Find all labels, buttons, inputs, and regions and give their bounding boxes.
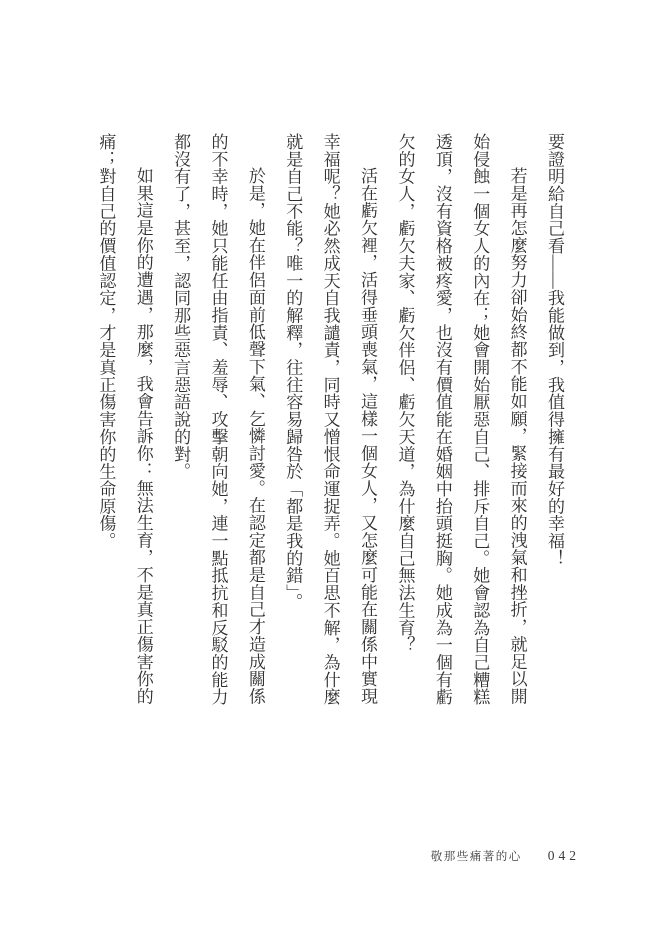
- body-paragraph: 活在虧欠裡，活得垂頭喪氣，這樣一個女人，又怎麼可能在關係中實現幸福呢？她必然成天自我譴責，同時又憎恨命運捉弄。她百思不解，為什麼就是自己不能？唯一的解釋，往往容易歸咎於「都是我的錯」。: [283, 133, 378, 706]
- body-paragraph: 於是，她在伴侶面前低聲下氣、乞憐討愛。在認定都是自己才造成關係的不幸時，她只能任由指責、羞辱、攻擊朝向她，連一點抵抗和反駁的能力都沒有了，甚至，認同那些惡言惡語說的對。: [171, 133, 265, 706]
- page-footer: [431, 848, 580, 864]
- page-number: 042: [547, 848, 580, 863]
- running-title: 敬那些痛著的心: [430, 851, 522, 863]
- body-paragraph: 如果這是你的遭遇，那麼，我會告訴你：無法生育，不是真正傷害你的痛；對自己的價值認定，才是真正傷害你的生命原傷。: [96, 133, 153, 705]
- body-text: [87, 133, 573, 711]
- body-paragraph: 要證明給自己看——我能做到，我值得擁有最好的幸福！: [545, 133, 564, 567]
- body-paragraph: 若是再怎麼努力卻始終都不能如願，緊接而來的洩氣和挫折，就足以開始侵蝕一個女人的內在；她會開始厭惡自己、排斥自己。她會認為自己糟糕透頂，沒有資格被疼愛，也沒有價值能在婚姻中抬頭挺胸。她成為一個有虧欠的女人，虧欠夫家、虧欠伴侶、虧欠天道，為什麼自己無法生育？: [395, 133, 527, 706]
